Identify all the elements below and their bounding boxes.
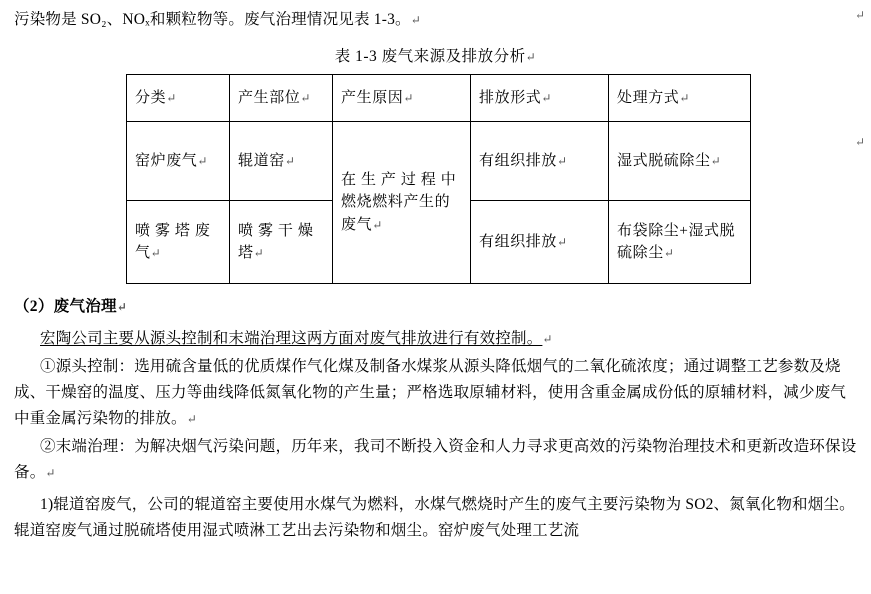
paragraph-mark-icon: ↵ [663, 246, 675, 261]
paragraph-mark-icon: ↵ [541, 90, 553, 105]
cell-category [127, 201, 230, 284]
cell-treatment [609, 201, 751, 284]
table-row [127, 122, 751, 201]
paragraph-mark-icon: ↵ [186, 412, 197, 427]
paragraph-mark-icon: ↵ [45, 466, 56, 481]
waste-gas-table [126, 74, 751, 284]
paragraph-mark-icon: ↵ [372, 217, 383, 232]
paragraph-mark-icon: ↵ [300, 90, 312, 105]
paragraph-roller-kiln-text: 1)辊道窑废气，公司的辊道窑主要使用水煤气为燃料，水煤气燃烧时产生的废气主要污染物为 SO2、氮氧化物和烟尘。辊道窑废气通过脱硫塔使用湿式喷淋工艺出去污染物和烟尘。窑炉废气处理工艺流 [14, 496, 855, 540]
paragraph-mark-icon: ↵ [410, 13, 421, 27]
paragraph-roller-kiln [14, 492, 857, 544]
table-header-row [127, 75, 751, 122]
header-text: 产生原因 [341, 89, 404, 106]
cell-text: 湿式脱硫除尘 [617, 152, 711, 169]
paragraph-end-treatment [14, 434, 857, 486]
cell-location [230, 201, 333, 284]
paragraph-mark-icon: ↵ [116, 300, 128, 315]
paragraph-overview-text: 宏陶公司主要从源头控制和末端治理这两方面对废气排放进行有效控制。 [40, 330, 543, 348]
cell-text: 喷 雾 干 燥塔 [238, 222, 314, 262]
header-text: 分类 [135, 89, 167, 106]
section-heading-text: （2）废气治理 [14, 298, 117, 316]
cell-text: 布袋除尘+湿式脱硫除尘 [617, 222, 736, 262]
paragraph-mark-icon: ↵ [253, 246, 265, 261]
table-header-cell-emission [471, 75, 609, 122]
table-caption-text: 表 1-3 废气来源及排放分析 [334, 48, 526, 66]
paragraph-mark-icon: ↵ [679, 90, 691, 105]
cell-emission [471, 122, 609, 201]
paragraph-mark-icon: ↵ [710, 153, 722, 168]
paragraph-mark-icon: ↵ [854, 135, 865, 149]
cell-text: 有组织排放 [479, 233, 558, 250]
paragraph-mark-icon: ↵ [166, 90, 177, 105]
cell-text: 窑炉废气 [135, 152, 198, 169]
header-text: 处理方式 [617, 89, 680, 106]
cell-text: 辊道窑 [238, 152, 285, 169]
cell-cause [333, 122, 471, 284]
table-header-cell-category [127, 75, 230, 122]
cell-text: 有组织排放 [479, 152, 558, 169]
table-header-cell-location [230, 75, 333, 122]
paragraph-mark-icon: ↵ [197, 153, 209, 168]
cell-text: 喷 雾 塔 废气 [135, 222, 211, 262]
paragraph-mark-icon: ↵ [557, 234, 568, 249]
cell-category [127, 122, 230, 201]
table-header-cell-cause [333, 75, 471, 122]
header-text: 产生部位 [238, 89, 301, 106]
paragraph-mark-icon: ↵ [284, 153, 296, 168]
paragraph-mark-icon: ↵ [854, 8, 865, 22]
header-text: 排放形式 [479, 89, 542, 106]
table-container [14, 74, 857, 284]
cell-treatment [609, 122, 751, 201]
table-caption [14, 44, 857, 66]
cell-location [230, 122, 333, 201]
paragraph-mark-icon: ↵ [525, 50, 537, 65]
paragraph-mark-icon: ↵ [403, 90, 415, 105]
lead-paragraph [14, 8, 857, 32]
section-heading [14, 294, 857, 316]
paragraph-mark-icon: ↵ [557, 153, 568, 168]
cell-emission [471, 201, 609, 284]
paragraph-source-control [14, 354, 857, 432]
paragraph-overview [14, 326, 857, 352]
lead-paragraph-text: 污染物是 SO₂、NOₓ和颗粒物等。废气治理情况见表 1-3。 [14, 11, 411, 28]
cell-text: 在 生 产 过 程 中 燃烧燃料产生的废气 [341, 171, 457, 233]
paragraph-end-treatment-text: ②末端治理：为解决烟气污染问题，历年来，我司不断投入资金和人力寻求更高效的污染物治理技术和更新改造环保设备。 [14, 438, 857, 482]
paragraph-mark-icon: ↵ [542, 332, 553, 347]
table-header-cell-treatment [609, 75, 751, 122]
paragraph-source-control-text: ①源头控制：选用硫含量低的优质煤作气化煤及制备水煤浆从源头降低烟气的二氧化硫浓度；通过调整工艺参数及烧成、干燥窑的温度、压力等曲线降低氮氧化物的产生量；严格选取原辅材料，使用含重金属成份低的原辅材料，减少废气中重金属污染物的排放。 [14, 358, 847, 428]
paragraph-mark-icon: ↵ [150, 246, 162, 261]
